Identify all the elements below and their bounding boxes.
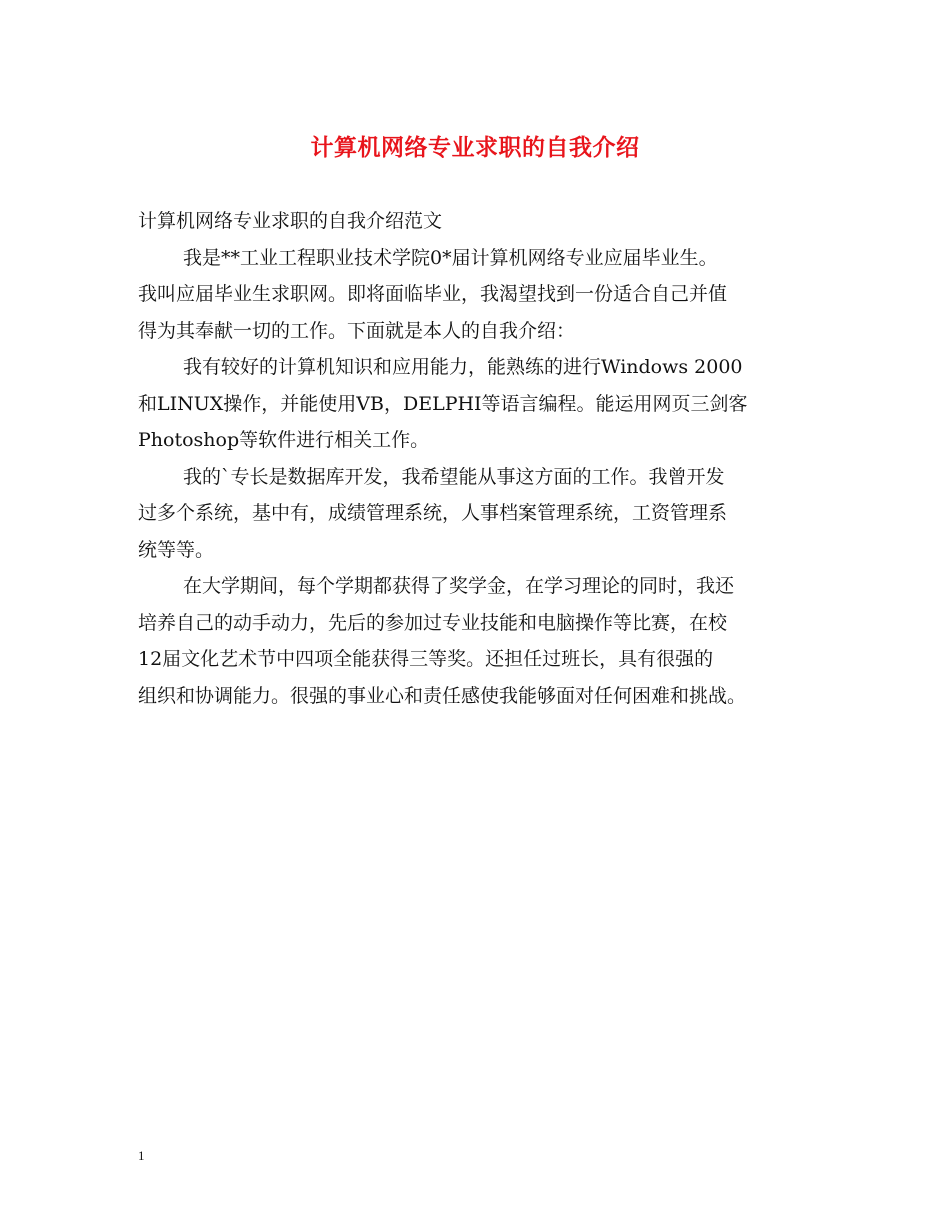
body-line: 我是**工业工程职业技术学院0*届计算机网络专业应届毕业生。 bbox=[183, 246, 718, 269]
body-line: 组织和协调能力。很强的事业心和责任感使我能够面对任何困难和挑战。 bbox=[138, 684, 747, 707]
body-line: 得为其奉献一切的工作。下面就是本人的自我介绍： bbox=[138, 319, 576, 342]
body-line: 计算机网络专业求职的自我介绍范文 bbox=[138, 210, 443, 232]
body-line: 我的`专长是数据库开发，我希望能从事这方面的工作。我曾开发 bbox=[183, 465, 725, 488]
document-body bbox=[138, 203, 828, 714]
body-line: 过多个系统，基中有，成绩管理系统，人事档案管理系统，工资管理系 bbox=[138, 502, 728, 524]
body-line: Photoshop等软件进行相关工作。 bbox=[138, 429, 430, 451]
document-title: 计算机网络专业求职的自我介绍 bbox=[310, 135, 640, 161]
page-number: 1 bbox=[138, 1148, 145, 1163]
body-line: 培养自己的动手动力，先后的参加过专业技能和电脑操作等比赛，在校 bbox=[138, 611, 728, 634]
body-line: 统等等。 bbox=[138, 538, 215, 561]
body-line: 我叫应届毕业生求职网。即将面临毕业，我渴望找到一份适合自己并值 bbox=[138, 283, 728, 305]
body-line: 12届文化艺术节中四项全能获得三等奖。还担任过班长，具有很强的 bbox=[138, 648, 714, 670]
body-line: 在大学期间，每个学期都获得了奖学金，在学习理论的同时，我还 bbox=[183, 575, 735, 597]
body-line: 我有较好的计算机知识和应用能力，能熟练的进行Windows 2000 bbox=[183, 356, 743, 378]
body-line: 和LINUX操作，并能使用VB，DELPHI等语言编程。能运用网页三剑客 bbox=[138, 392, 748, 415]
